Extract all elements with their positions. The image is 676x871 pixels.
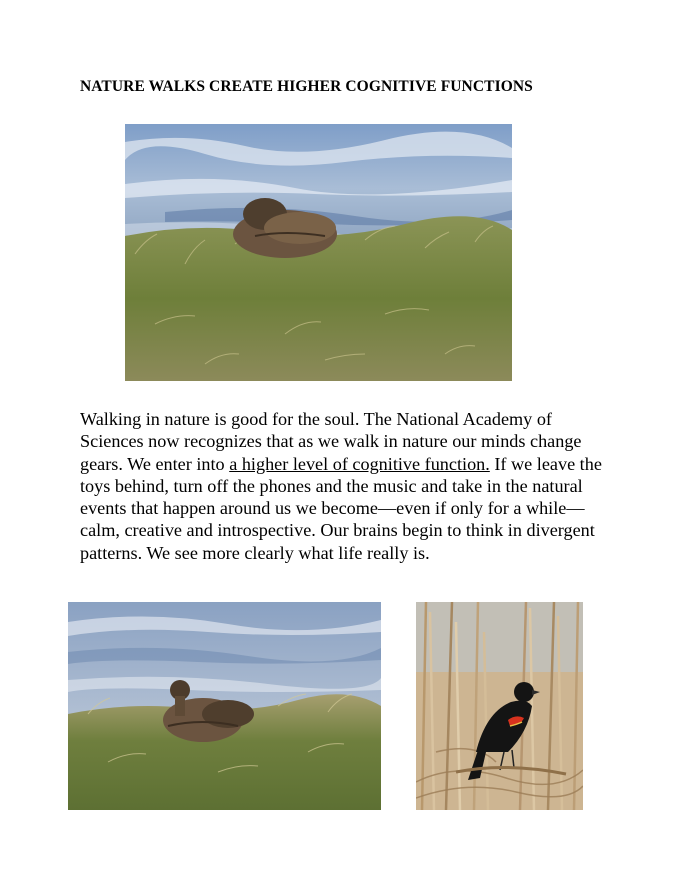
- blackbird-in-reeds-photo: [416, 602, 583, 810]
- paragraph-text-start: Walking in nature is good for the soul. The National Academy of Sciences now recognizes that as we walk in nature our minds change gears. We enter into: [80, 409, 582, 474]
- duck-resting-photo: [68, 602, 381, 810]
- cognitive-function-link[interactable]: a higher level of cognitive function.: [229, 453, 490, 474]
- page-title: NATURE WALKS CREATE HIGHER COGNITIVE FUNCTIONS: [80, 78, 533, 95]
- duck-by-water-photo: [125, 124, 512, 381]
- paragraph-text-end: If we leave the toys behind, turn off the phones and the music and take in the natural events that happen around us we become—even if only for a while—calm, creative and introspective. Our brains begin to think in divergent patterns. We see more clearly what life really is.: [80, 453, 602, 563]
- article-paragraph: [80, 408, 605, 564]
